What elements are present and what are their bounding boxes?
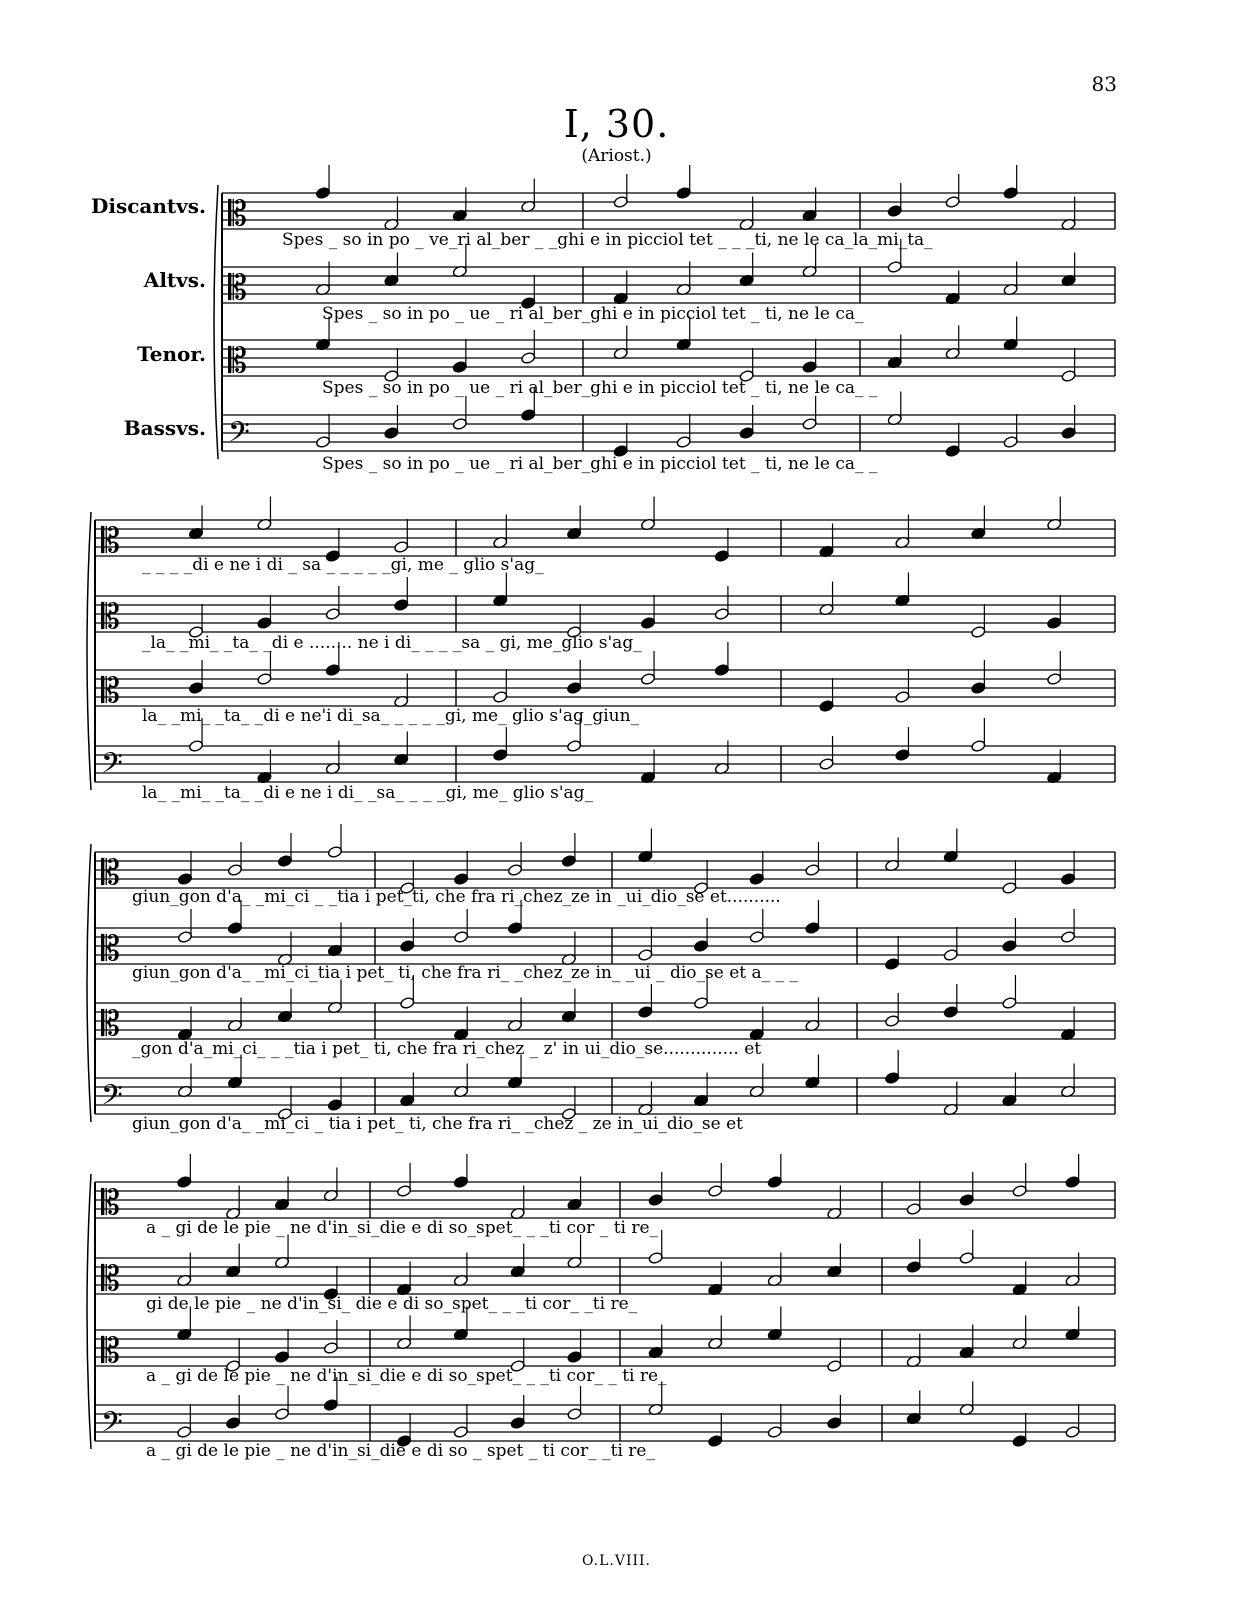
note-head bbox=[400, 997, 415, 1010]
lyric-s1-bassus: Spes _ so in po _ ue _ ri al_ber_ghi e in picciol tet _ ti, ne le ca_ _ bbox=[322, 454, 878, 474]
note-head bbox=[327, 846, 342, 859]
note-head bbox=[971, 682, 986, 695]
note-head bbox=[1060, 931, 1075, 944]
note-head bbox=[325, 608, 340, 621]
note-head bbox=[640, 617, 655, 630]
note-head bbox=[452, 361, 467, 374]
note-head bbox=[493, 691, 508, 704]
c-clef-icon: 𝄡 bbox=[228, 194, 247, 234]
note-head bbox=[454, 931, 469, 944]
note-head bbox=[708, 1185, 723, 1198]
note-head bbox=[613, 196, 628, 209]
note-head bbox=[648, 1252, 663, 1265]
piece-subtitle: (Ariost.) bbox=[581, 146, 652, 166]
note-head bbox=[708, 1435, 723, 1448]
note-head bbox=[827, 1417, 842, 1430]
note-head bbox=[177, 931, 192, 944]
c-clef-icon: 𝄡 bbox=[101, 853, 120, 893]
c-clef-icon: 𝄡 bbox=[101, 929, 120, 969]
note-head bbox=[561, 855, 576, 868]
note-head bbox=[177, 873, 192, 886]
note-head bbox=[802, 418, 817, 431]
c-clef-icon: 𝄡 bbox=[101, 521, 120, 561]
note-head bbox=[274, 1408, 289, 1421]
lyric-s4-discantus: a _ gi de le pie _ ne d'in_si_die e di so_spet_ _ _ti cor _ ti re_ bbox=[146, 1218, 659, 1238]
note-head bbox=[749, 873, 764, 886]
note-head bbox=[394, 599, 409, 612]
note-head bbox=[640, 673, 655, 686]
note-head bbox=[521, 409, 536, 422]
note-head bbox=[396, 1185, 411, 1198]
note-head bbox=[959, 1252, 974, 1265]
note-head bbox=[749, 931, 764, 944]
note-head bbox=[1003, 187, 1018, 200]
note-head bbox=[507, 922, 522, 935]
note-head bbox=[188, 682, 203, 695]
note-head bbox=[802, 361, 817, 374]
note-head bbox=[453, 1176, 468, 1189]
note-head bbox=[257, 617, 272, 630]
note-head bbox=[714, 664, 729, 677]
note-head bbox=[315, 187, 330, 200]
note-head bbox=[648, 1194, 663, 1207]
note-head bbox=[676, 436, 691, 449]
c-clef-icon: 𝄡 bbox=[101, 671, 120, 711]
lyric-s1-altus: Spes _ so in po _ ue _ ri al_ber_ghi e in picciol tet _ ti, ne le ca_ bbox=[322, 304, 864, 324]
c-clef-icon: 𝄡 bbox=[101, 597, 120, 637]
note-head bbox=[567, 1408, 582, 1421]
voice-label-altus: Altvs. bbox=[143, 268, 206, 292]
note-head bbox=[971, 626, 986, 639]
note-head bbox=[805, 922, 820, 935]
note-head bbox=[739, 427, 754, 440]
system-brace bbox=[214, 185, 218, 459]
note-head bbox=[638, 949, 653, 962]
note-head bbox=[177, 1176, 192, 1189]
note-head bbox=[1002, 882, 1017, 895]
note-head bbox=[327, 1099, 342, 1112]
lyric-s2-bassus: la_ _mi_ _ta_ _di e ne i di_ _sa_ _ _ _gi, me_ glio s'ag_ bbox=[142, 783, 594, 803]
voice-label-tenor: Tenor. bbox=[137, 342, 206, 366]
note-head bbox=[177, 1426, 192, 1439]
page-number: 83 bbox=[1091, 72, 1117, 96]
note-head bbox=[767, 1426, 782, 1439]
lyric-s3-bassus: giun_gon d'a_ _mi_ci _ tia i pet_ ti, che fra ri_ _chez _ ze in_ui_dio_se et bbox=[132, 1114, 743, 1134]
note-head bbox=[714, 608, 729, 621]
note-head bbox=[906, 1261, 921, 1274]
note-head bbox=[226, 1417, 241, 1430]
lyric-s1-tenor: Spes _ so in po _ ue _ ri al_ber_ghi e in picciol tet _ ti, ne le ca_ _ bbox=[322, 378, 878, 398]
note-head bbox=[227, 864, 242, 877]
piece-title: I, 30. bbox=[563, 102, 670, 146]
lyric-s4-bassus: a _ gi de le pie _ ne d'in_si_die e di so _ spet _ ti cor_ _ti re_ bbox=[146, 1441, 655, 1461]
note-head bbox=[277, 855, 292, 868]
note-head bbox=[693, 940, 708, 953]
note-head bbox=[693, 997, 708, 1010]
c-clef-icon: 𝄡 bbox=[101, 1183, 120, 1223]
note-head bbox=[906, 1203, 921, 1216]
bass-clef-icon: 𝄢 bbox=[101, 1079, 123, 1119]
note-head bbox=[400, 940, 415, 953]
note-head bbox=[971, 740, 986, 753]
lyric-s3-altus: giun_gon d'a_ _mi_ci_tia i pet_ ti, che fra ri_ _chez_ze in_ _ui _ dio_se et a_ _ _ bbox=[132, 963, 798, 983]
bass-clef-icon: 𝄢 bbox=[228, 416, 250, 456]
note-head bbox=[315, 436, 330, 449]
bass-clef-icon: 𝄢 bbox=[101, 1406, 123, 1446]
note-head bbox=[394, 541, 409, 554]
note-head bbox=[1002, 940, 1017, 953]
note-head bbox=[887, 261, 902, 274]
note-head bbox=[257, 673, 272, 686]
bass-clef-icon: 𝄢 bbox=[101, 747, 123, 787]
note-head bbox=[325, 664, 340, 677]
note-head bbox=[510, 1417, 525, 1430]
note-head bbox=[885, 1015, 900, 1028]
note-head bbox=[945, 196, 960, 209]
note-head bbox=[453, 1426, 468, 1439]
note-head bbox=[1065, 1426, 1080, 1439]
note-head bbox=[1012, 1435, 1027, 1448]
lyric-s2-altus: _la_ _mi_ _ta_ _di e ........ ne i di_ _ _ _sa _ gi, me_glio s'ag_ bbox=[142, 633, 642, 653]
lyric-s4-altus: gi de le pie _ ne d'in_si_ die e di so_spet_ _ _ti cor_ _ti re_ bbox=[146, 1294, 638, 1314]
note-head bbox=[1003, 436, 1018, 449]
lyric-s2-tenor: la_ _mi_ _ta_ _di e ne'i di_sa_ _ _ _ _gi, me_ glio s'ag_giun_ bbox=[142, 706, 640, 726]
note-head bbox=[384, 427, 399, 440]
note-head bbox=[1065, 1176, 1080, 1189]
note-head bbox=[521, 352, 536, 365]
note-head bbox=[507, 864, 522, 877]
system-brace bbox=[87, 512, 91, 790]
note-head bbox=[887, 205, 902, 218]
note-head bbox=[1047, 673, 1062, 686]
system-brace bbox=[87, 844, 91, 1122]
c-clef-icon: 𝄡 bbox=[228, 341, 247, 381]
note-head bbox=[1047, 617, 1062, 630]
c-clef-icon: 𝄡 bbox=[228, 268, 247, 308]
note-head bbox=[1061, 427, 1076, 440]
note-head bbox=[959, 1194, 974, 1207]
note-head bbox=[1060, 873, 1075, 886]
note-head bbox=[819, 700, 834, 713]
note-head bbox=[188, 740, 203, 753]
note-head bbox=[895, 749, 910, 762]
note-head bbox=[714, 550, 729, 563]
c-clef-icon: 𝄡 bbox=[101, 1331, 120, 1371]
note-head bbox=[885, 958, 900, 971]
lyric-s3-discantus: giun_gon d'a_ _mi_ci _ _tia i pet_ti, che fra ri_chez_ze in _ui_dio_se et.......... bbox=[132, 887, 781, 907]
note-head bbox=[452, 418, 467, 431]
c-clef-icon: 𝄡 bbox=[101, 1004, 120, 1044]
voice-label-discantus: Discantvs. bbox=[91, 194, 206, 218]
note-head bbox=[827, 1360, 842, 1373]
note-head bbox=[1002, 997, 1017, 1010]
voice-label-bassus: Bassvs. bbox=[123, 416, 206, 440]
system-brace bbox=[87, 1174, 91, 1449]
note-head bbox=[1012, 1185, 1027, 1198]
note-head bbox=[945, 445, 960, 458]
note-head bbox=[638, 1006, 653, 1019]
lyric-s3-tenor: _gon d'a_mi_ci_ _ _tia i pet_ ti, che fra ri_chez _ z' in ui_dio_se.............. et bbox=[132, 1039, 762, 1059]
note-head bbox=[767, 1176, 782, 1189]
lyric-s2-discantus: _ _ _ _di e ne i di _ sa _ _ _ _ _gi, me _ glio s'ag_ bbox=[142, 555, 544, 575]
note-head bbox=[1061, 370, 1076, 383]
note-head bbox=[454, 873, 469, 886]
note-head bbox=[885, 1072, 900, 1085]
note-head bbox=[274, 1351, 289, 1364]
lyric-s1-discantus: Spes _ so in po _ ve_ri al_ber _ _ghi e in picciol tet _ _ _ti, ne le ca_la_mi_ta_ bbox=[282, 230, 933, 250]
note-head bbox=[895, 691, 910, 704]
note-head bbox=[227, 922, 242, 935]
note-head bbox=[323, 1399, 338, 1412]
note-head bbox=[567, 740, 582, 753]
note-head bbox=[805, 864, 820, 877]
c-clef-icon: 𝄡 bbox=[101, 1259, 120, 1299]
note-head bbox=[943, 1006, 958, 1019]
note-head bbox=[676, 187, 691, 200]
note-head bbox=[323, 1342, 338, 1355]
note-head bbox=[943, 949, 958, 962]
note-head bbox=[819, 758, 834, 771]
lyric-s4-tenor: a _ gi de le pie _ ne d'in_si_die e di so_spet_ _ _ti cor_ _ ti re_ bbox=[146, 1366, 667, 1386]
note-head bbox=[493, 749, 508, 762]
note-head bbox=[567, 682, 582, 695]
page-footer: O.L.VIII. bbox=[581, 1553, 651, 1569]
note-head bbox=[567, 1351, 582, 1364]
